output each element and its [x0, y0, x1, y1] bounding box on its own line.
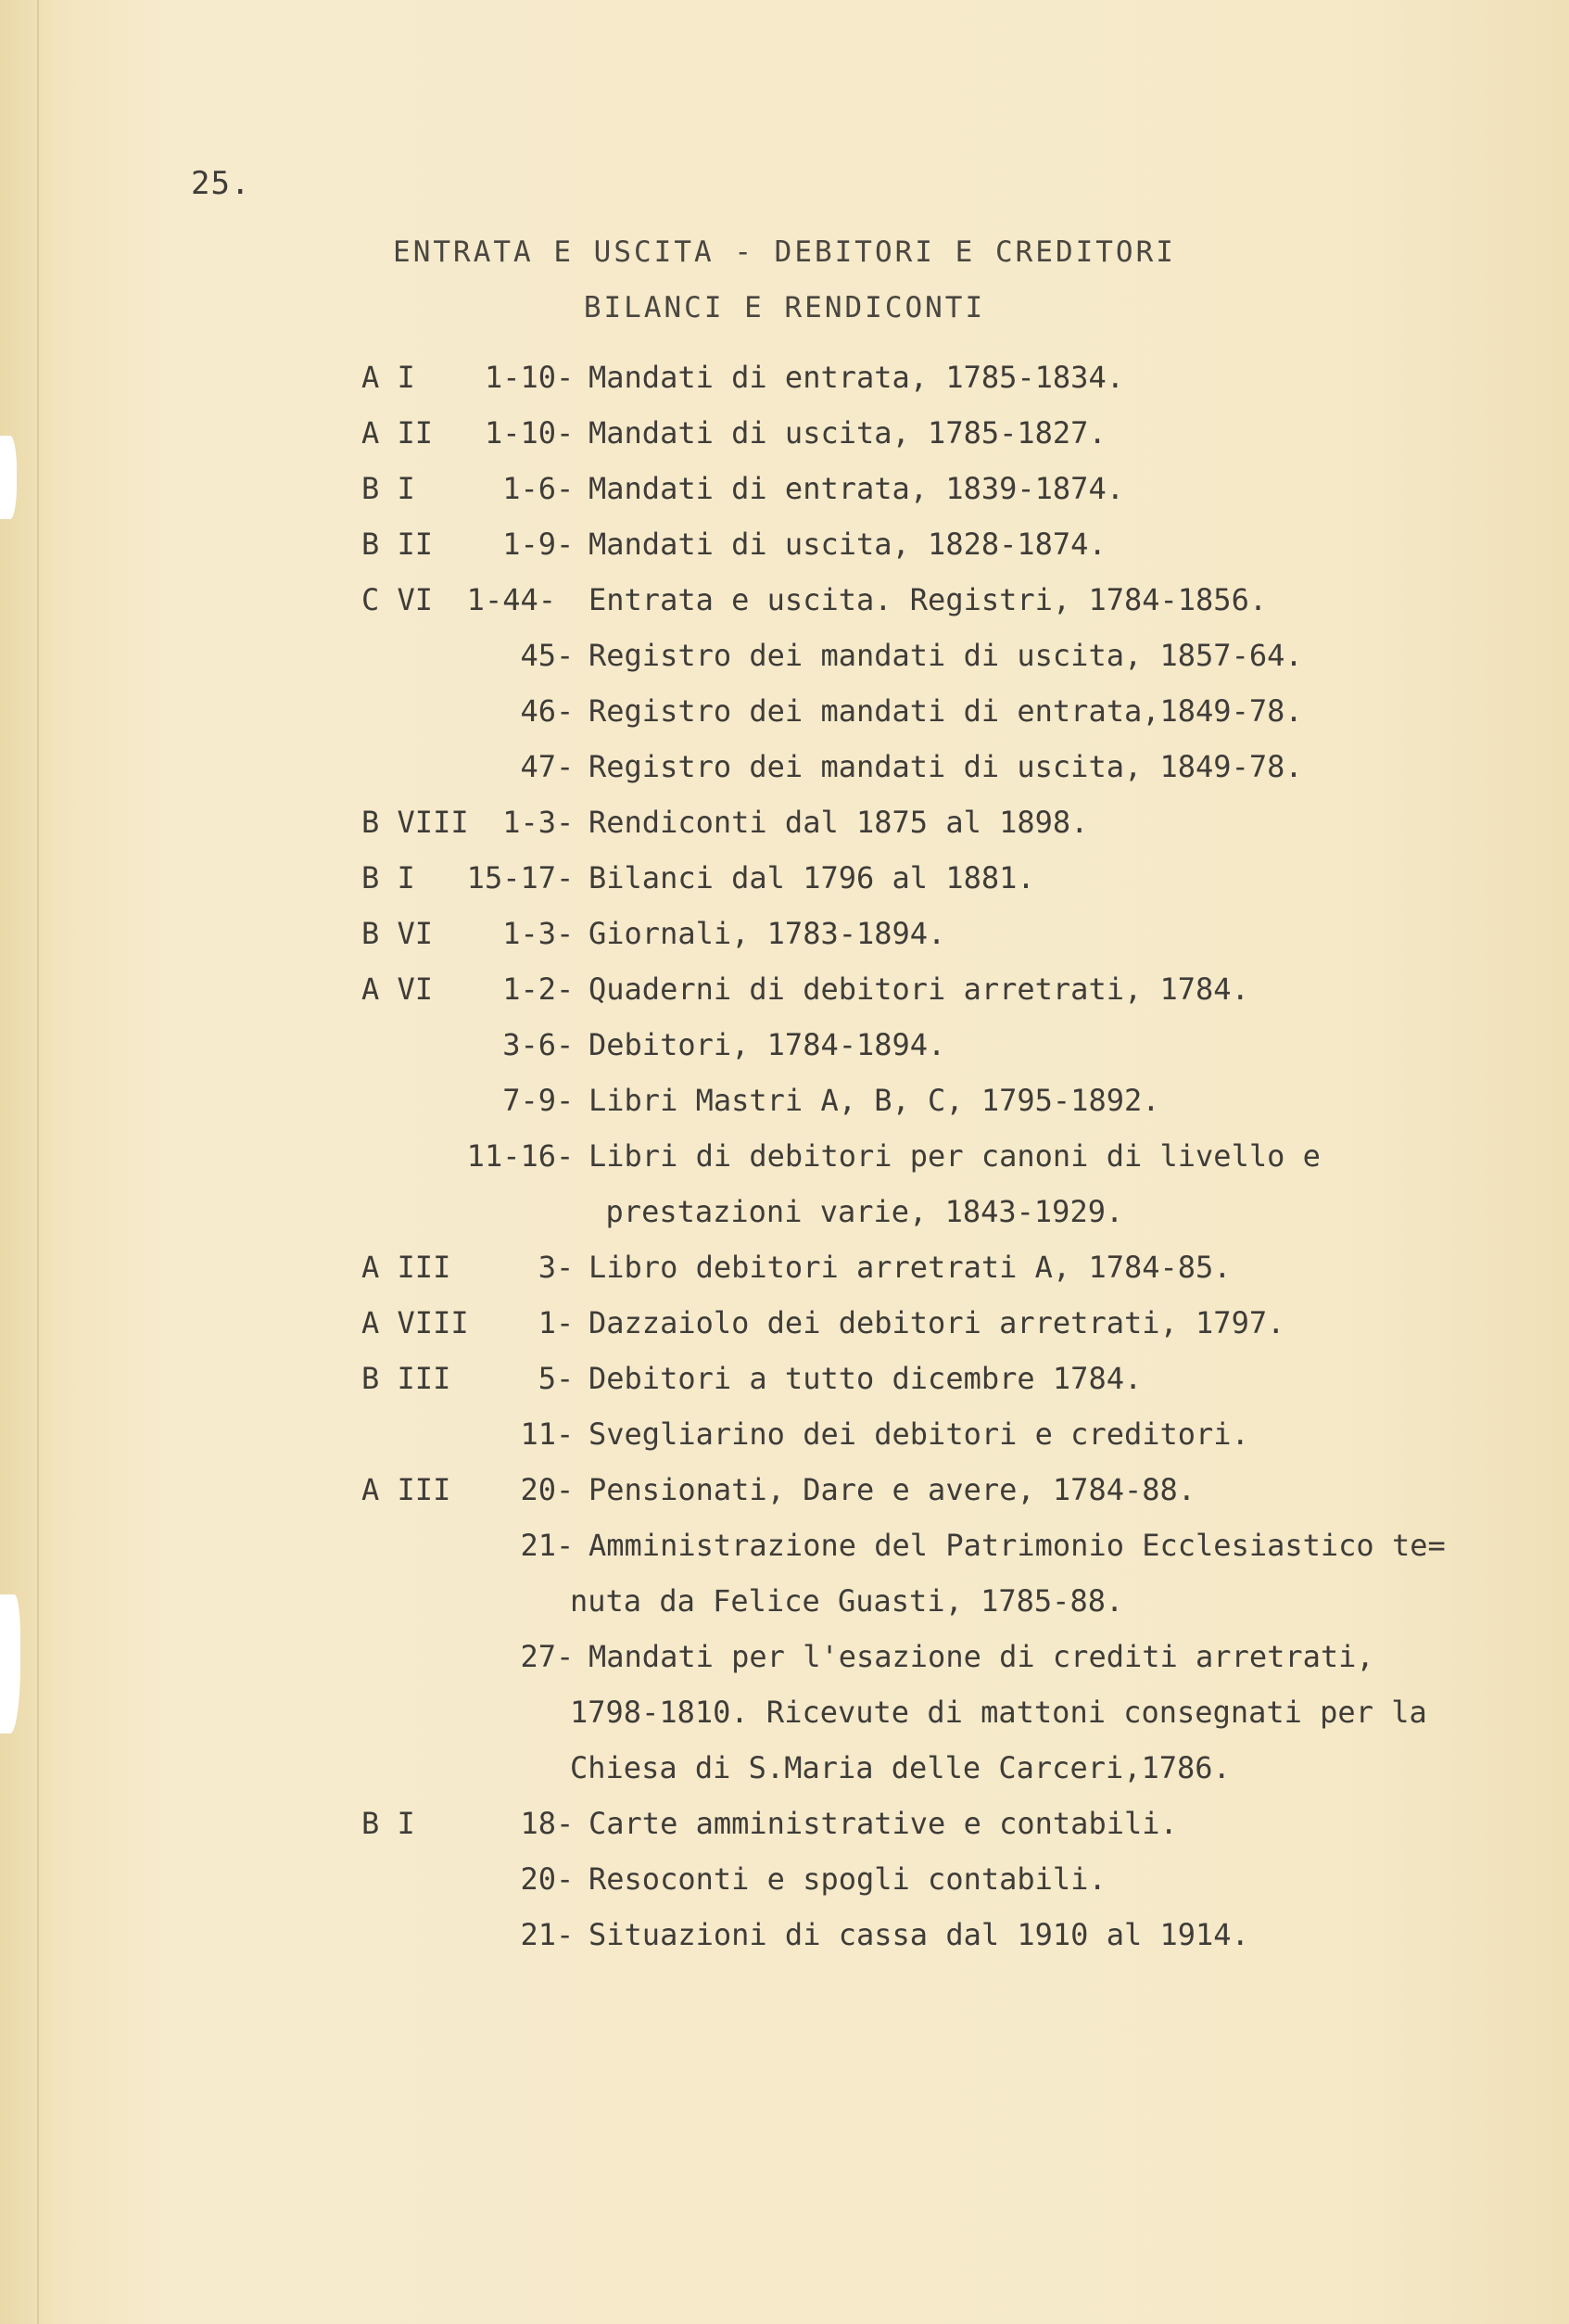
entry-dash: - [556, 972, 575, 1007]
entry-row [0, 1528, 1569, 1574]
entry-row [0, 749, 1569, 795]
page-number: 25. [191, 165, 251, 202]
entry-row [0, 471, 1569, 517]
entry-description: Carte amministrative e contabili. [588, 1806, 1178, 1841]
entry-row [0, 1695, 1569, 1741]
entry-row [0, 972, 1569, 1018]
entry-dash: - [556, 916, 575, 951]
entry-continuation: nuta da Felice Guasti, 1785-88. [570, 1583, 1124, 1619]
entry-dash: - [556, 1806, 575, 1841]
entry-row [0, 1472, 1569, 1518]
entry-dash: - [556, 471, 575, 506]
entry-dash: - [556, 1305, 575, 1340]
entry-ref: A VIII [361, 1305, 469, 1340]
entry-dash: - [556, 1027, 575, 1062]
entry-number: 1-3 [502, 805, 556, 840]
entry-row [0, 415, 1569, 462]
entry-number: 1 [538, 1305, 556, 1340]
entry-number: 7-9 [502, 1083, 556, 1118]
entry-description: Entrata e uscita. Registri, 1784-1856. [588, 582, 1268, 617]
entry-description: Mandati di entrata, 1785-1834. [588, 360, 1124, 395]
entry-row [0, 527, 1569, 573]
entry-dash: - [556, 1917, 575, 1952]
entry-number: 1-3 [502, 916, 556, 951]
entry-ref: A I [361, 360, 415, 395]
entry-ref: C VI [361, 582, 434, 617]
entry-row [0, 1083, 1569, 1129]
entry-dash: - [556, 1472, 575, 1507]
entry-ref: B III [361, 1361, 451, 1396]
entry-dash: - [556, 1250, 575, 1285]
entry-description: Registro dei mandati di uscita, 1849-78. [588, 749, 1303, 784]
entry-dash: - [556, 693, 575, 729]
entry-number: 18 [520, 1806, 556, 1841]
entry-row [0, 1361, 1569, 1407]
entry-row [0, 1194, 1569, 1240]
entry-dash: - [556, 1361, 575, 1396]
entry-row [0, 1917, 1569, 1963]
entry-ref: A III [361, 1472, 451, 1507]
entry-number: 11-16 [466, 1138, 556, 1174]
entry-number: 1-2 [502, 972, 556, 1007]
entry-row [0, 860, 1569, 907]
entry-number: 3-6 [502, 1027, 556, 1062]
entry-dash: - [556, 360, 575, 395]
entry-description: Bilanci dal 1796 al 1881. [588, 860, 1035, 895]
entry-ref: A VI [361, 972, 434, 1007]
entry-description: Amministrazione del Patrimonio Ecclesiastico te= [588, 1528, 1446, 1563]
entry-number: 1-10 [484, 360, 556, 395]
entry-ref: B VIII [361, 805, 469, 840]
entry-number: 45 [520, 638, 556, 673]
entry-description: Giornali, 1783-1894. [588, 916, 946, 951]
entry-ref: A III [361, 1250, 451, 1285]
title-line-2: BILANCI E RENDICONTI [583, 291, 986, 324]
entry-row [0, 1861, 1569, 1908]
entry-description: Mandati di uscita, 1785-1827. [588, 415, 1107, 451]
entry-dash: - [556, 1416, 575, 1452]
entry-row [0, 916, 1569, 962]
entry-row [0, 360, 1569, 406]
entry-dash: - [556, 749, 575, 784]
entry-row [0, 1750, 1569, 1797]
entry-dash: - [556, 1083, 575, 1118]
entry-row [0, 1027, 1569, 1073]
entry-description: Dazzaiolo dei debitori arretrati, 1797. [588, 1305, 1285, 1340]
entry-dash: - [556, 1861, 575, 1897]
entry-dash: - [556, 1528, 575, 1563]
entry-dash: - [556, 860, 575, 895]
entry-dash: - [556, 805, 575, 840]
entry-description: Mandati di entrata, 1839-1874. [588, 471, 1124, 506]
entry-description: Registro dei mandati di uscita, 1857-64. [588, 638, 1303, 673]
entry-row [0, 693, 1569, 740]
entry-dash: - [556, 1138, 575, 1174]
entry-row [0, 582, 1569, 629]
entry-description: Rendiconti dal 1875 al 1898. [588, 805, 1089, 840]
entry-ref: B I [361, 471, 415, 506]
entry-continuation: prestazioni varie, 1843-1929. [570, 1194, 1124, 1229]
entry-description: Mandati di uscita, 1828-1874. [588, 527, 1107, 562]
entry-description: Pensionati, Dare e avere, 1784-88. [588, 1472, 1196, 1507]
entry-row [0, 1305, 1569, 1352]
entry-number: 5 [538, 1361, 556, 1396]
entry-description: Mandati per l'esazione di crediti arretrati, [588, 1639, 1374, 1674]
entry-ref: B I [361, 1806, 415, 1841]
entry-description: Libri di debitori per canoni di livello e [588, 1138, 1321, 1174]
entry-description: Svegliarino dei debitori e creditori. [588, 1416, 1249, 1452]
entry-description: Registro dei mandati di entrata,1849-78. [588, 693, 1303, 729]
entry-row [0, 1583, 1569, 1630]
entry-number: 3 [538, 1250, 556, 1285]
entry-ref: B II [361, 527, 434, 562]
entry-description: Libro debitori arretrati A, 1784-85. [588, 1250, 1232, 1285]
entry-number: 21 [520, 1917, 556, 1952]
entry-number: 46 [520, 693, 556, 729]
entry-dash: - [556, 1639, 575, 1674]
entry-continuation: 1798-1810. Ricevute di mattoni consegnati per la [570, 1695, 1427, 1730]
entry-description: Debitori, 1784-1894. [588, 1027, 946, 1062]
entry-number: 20 [520, 1472, 556, 1507]
entry-ref: B VI [361, 916, 434, 951]
entry-description: Resoconti e spogli contabili. [588, 1861, 1107, 1897]
entry-number: 1-6 [502, 471, 556, 506]
entry-row [0, 638, 1569, 684]
entry-number: 27 [520, 1639, 556, 1674]
entry-number: 47 [520, 749, 556, 784]
entry-row [0, 1416, 1569, 1463]
entry-dash: - [556, 415, 575, 451]
entry-description: Situazioni di cassa dal 1910 al 1914. [588, 1917, 1249, 1952]
entry-number: 1-9 [502, 527, 556, 562]
entry-number: 11 [520, 1416, 556, 1452]
entry-ref: A II [361, 415, 434, 451]
entry-dash: - [556, 527, 575, 562]
entry-description: Debitori a tutto dicembre 1784. [588, 1361, 1143, 1396]
entry-description: Quaderni di debitori arretrati, 1784. [588, 972, 1249, 1007]
entry-dash: - [556, 638, 575, 673]
entry-row [0, 1806, 1569, 1852]
entry-ref: B I [361, 860, 415, 895]
entry-description: Libri Mastri A, B, C, 1795-1892. [588, 1083, 1160, 1118]
entry-row [0, 1138, 1569, 1185]
entry-number: 15-17 [466, 860, 556, 895]
entry-row [0, 805, 1569, 851]
entry-row [0, 1639, 1569, 1685]
entry-number: 20 [520, 1861, 556, 1897]
entry-continuation: Chiesa di S.Maria delle Carceri,1786. [570, 1750, 1231, 1785]
entry-number: 1-10 [484, 415, 556, 451]
entry-number: 1-44- [466, 582, 556, 617]
entry-number: 21 [520, 1528, 556, 1563]
entry-row [0, 1250, 1569, 1296]
title-line-1: ENTRATA E USCITA - DEBITORI E CREDITORI [393, 235, 1176, 269]
